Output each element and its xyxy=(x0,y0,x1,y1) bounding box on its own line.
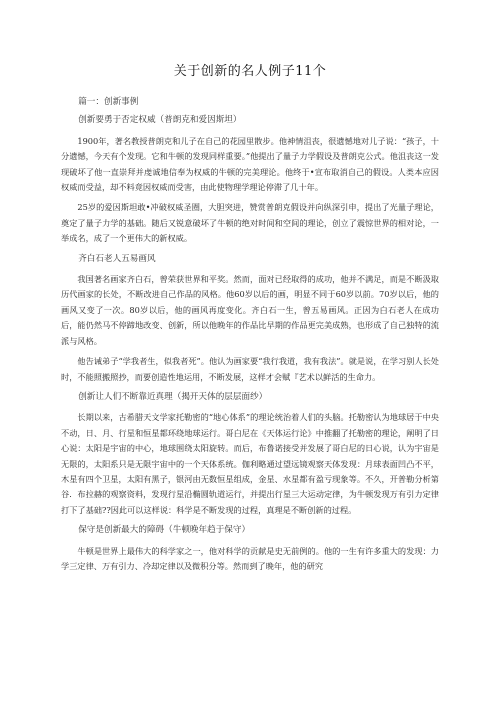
section-heading-4: 创新让人们不断靠近真理（揭开天体的层层面纱） xyxy=(78,391,268,402)
section-heading-2: 创新要勇于否定权威（普朗克和爱因斯坦） xyxy=(78,115,242,126)
paragraph: 牛顿是世界上最伟大的科学家之一，他对科学的贡献是史无前例的。他的一生有许多重大的发现：力学三定律、万有引力、冷却定律以及微积分等。然而到了晚年，他的研究 xyxy=(61,545,439,571)
section-heading-5: 保守是创新最大的障碍（牛顿晚年趋于保守） xyxy=(78,525,251,536)
section-heading-3: 齐白石老人五易画风 xyxy=(78,253,156,264)
section-heading-1: 篇一：创新事例 xyxy=(78,97,139,107)
paragraph: 他告诫弟子“学我者生，似我者死”。他认为画家要“我行我道，我有我法”。就是说，在学习别人长处时，不能照搬照抄，而要创造性地运用，不断发展，这样才会赋『艺术以鲜活的生命力。 xyxy=(61,356,439,382)
document-title: 关于创新的名人例子11个 xyxy=(173,64,327,79)
paragraph: 25岁的爱因斯坦敢•冲破权威圣圈，大胆突进，赞赏普朗克假设并向纵深引申，提出了光量子理论，奠定了量子力学的基础。随后又锐意破坏了牛顿的绝对时间和空间的理论，创立了震惊世界的相对论，一举成名，成了一个更伟大的新权威。 xyxy=(61,202,439,244)
paragraph: 长期以来，古希腊天文学家托勒密的“地心体系”的理论统治着人们的头脑。托勒密认为地球居于中央不动，日、月、行星和恒星都环绕地球运行。哥白尼在《天体运行论》中推翻了托勒密的理论，阐明了日心说：太阳是宇宙的中心，地球围绕太阳旋转。而后，布鲁诺接受并发展了哥白尼的日心说，认为宇宙是无限的，太阳系只是无限宇宙中的一个天体系统。伽利略通过望远镜观察天体发现：月球表面凹凸不平，木星有四个卫星，太阳有黑子，银河由无数恒星组成，金星、水星都有盈亏现象等。不久，开普勒分析第谷．布拉赫的观察资料，发现行星沿椭圆轨道运行，并提出行星三大运动定律，为牛顿发现万有引力定律打下了基础??因此可以这样说：科学是不断发现的过程，真理是不断创新的过程。 xyxy=(61,412,439,515)
paragraph: 1900年，著名教授普朗克和儿子在自己的花园里散步。他神情沮丧，很遗憾地对儿子说：“孩子，十分遗憾，今天有个发现。它和牛顿的发现同样重要。”他提出了量子力学假设及普朗克公式。他沮丧这一发现破坏了他一直崇拜并虔诚地信奉为权威的牛顿的完美理论。他终于•宣布取消自己的假设。人类本应因权威而受益，却不料竟因权威而受害，由此使物理学理论停滞了几十年。 xyxy=(61,135,439,193)
paragraph: 我国著名画家齐白石，曾荣获世界和平奖。然而，面对已经取得的成功，他并不满足，而是不断汲取历代画家的长处，不断改进自己作品的风格。他60岁以后的画，明显不同于60岁以前。70岁以后，他的画风又变了一次。80岁以后，他的画风再度变化。齐白石一生，曾五易画风。正因为白石老人在成功后，能仍然马不停蹄地改变、创新，所以他晚年的作品比早期的作品更完美成熟，也形成了自己独特的流派与风格。 xyxy=(61,274,439,346)
document-body xyxy=(61,95,439,574)
